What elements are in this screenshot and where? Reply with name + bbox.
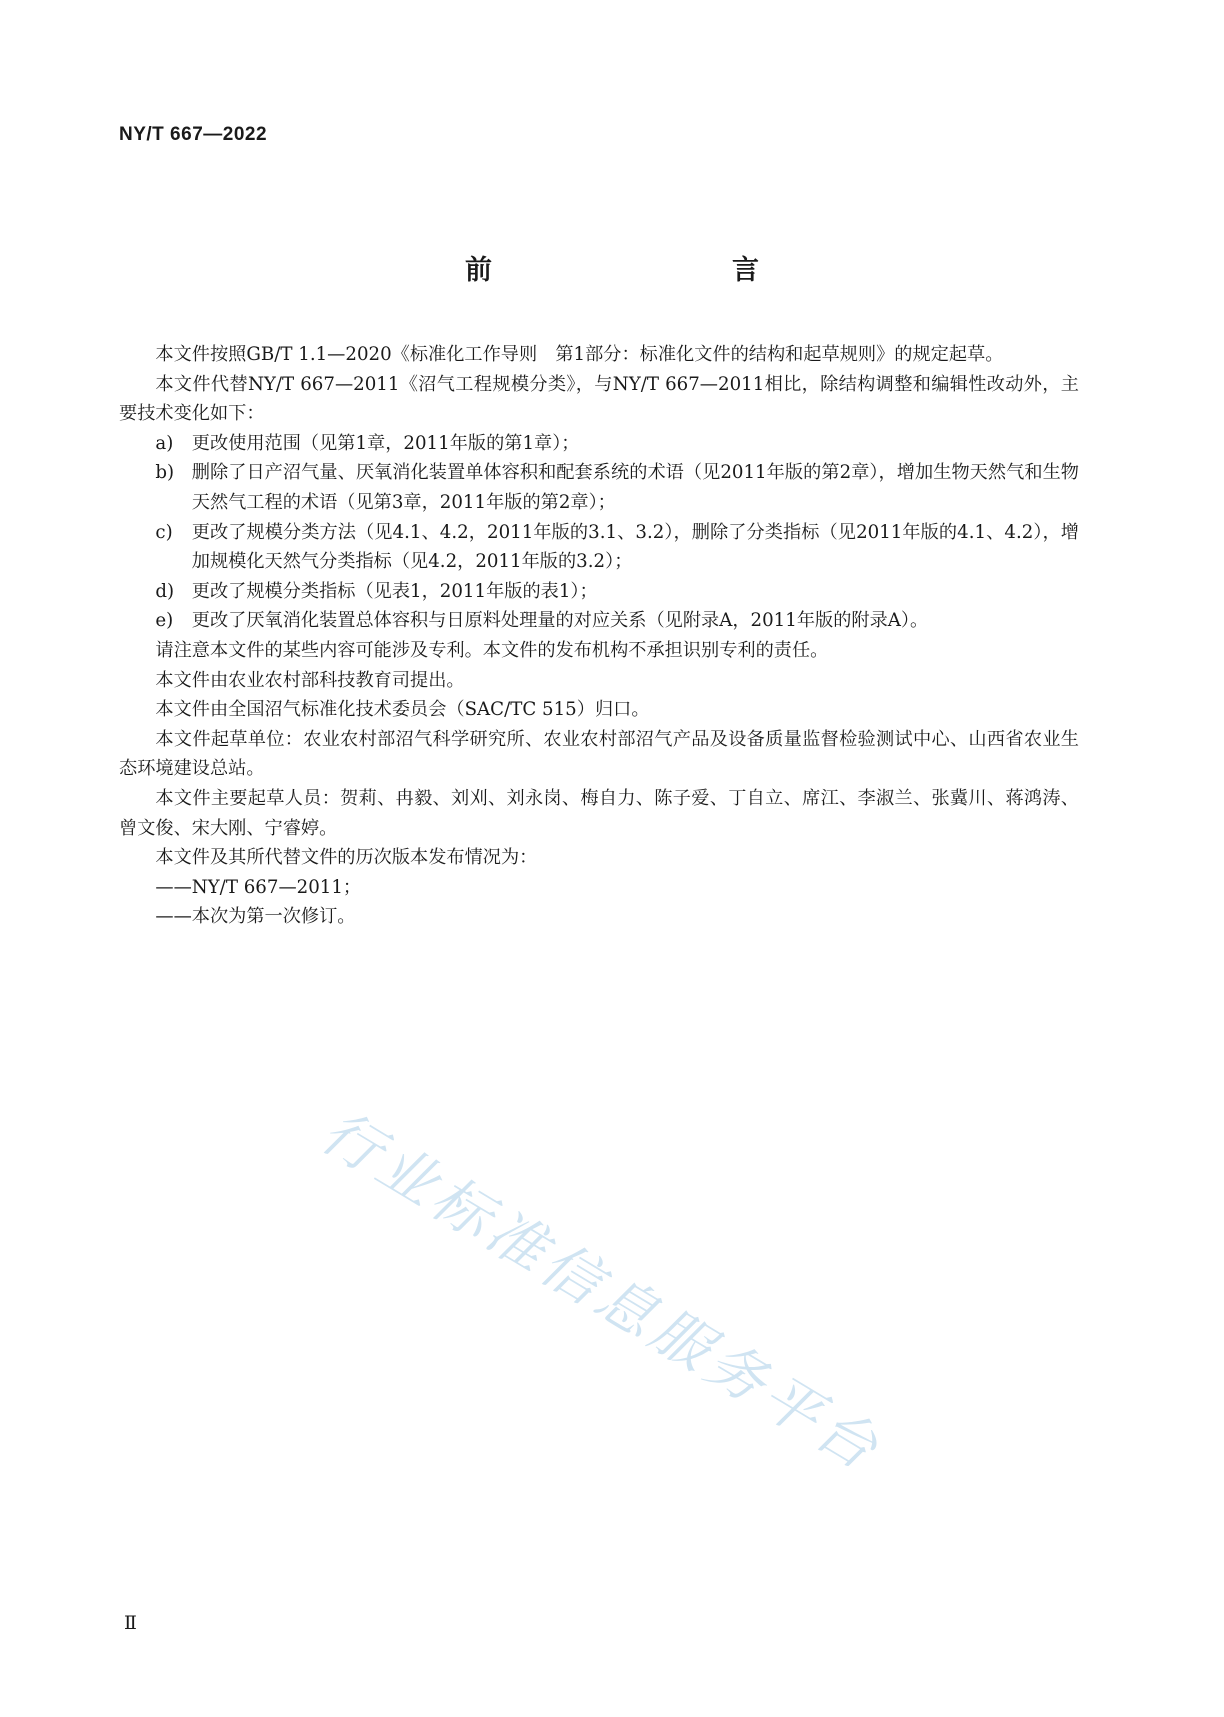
- list-text: 更改了厌氧消化装置总体容积与日原料处理量的对应关系（见附录A，2011年版的附录A）。: [191, 610, 929, 632]
- list-marker: c): [155, 521, 173, 543]
- history-item: ——NY/T 667—2011；: [155, 876, 362, 898]
- paragraph-proposer: 本文件由农业农村部科技教育司提出。: [155, 669, 465, 691]
- paragraph-patent-notice: 请注意本文件的某些内容可能涉及专利。本文件的发布机构不承担识别专利的责任。: [155, 639, 829, 661]
- change-item-e: [119, 606, 1079, 636]
- change-item-d: [119, 577, 1079, 607]
- list-marker: d): [155, 580, 175, 602]
- list-marker: a): [155, 432, 174, 454]
- paragraph-replacement: 本文件代替NY/T 667—2011《沼气工程规模分类》，与NY/T 667—2011相比，除结构调整和编辑性改动外，主要技术变化如下：: [119, 373, 1079, 425]
- paragraph-committee: 本文件由全国沼气标准化技术委员会（SAC/TC 515）归口。: [155, 699, 650, 721]
- list-marker: e): [155, 610, 174, 632]
- page-title: 前 言: [465, 255, 821, 286]
- change-item-b: [119, 458, 1079, 517]
- list-text: 更改了规模分类指标（见表1，2011年版的表1）；: [191, 580, 598, 602]
- foreword-body: [119, 340, 1079, 932]
- standard-code: NY/T 667—2022: [119, 124, 268, 145]
- page-number: Ⅱ: [124, 1612, 137, 1634]
- list-text: 更改使用范围（见第1章，2011年版的第1章）；: [191, 432, 580, 454]
- history-item: ——本次为第一次修订。: [155, 906, 356, 928]
- list-text: 删除了日产沼气量、厌氧消化装置单体容积和配套系统的术语（见2011年版的第2章），增加生物天然气和生物天然气工程的术语（见第3章，2011年版的第2章）；: [191, 462, 1079, 513]
- list-marker: b): [155, 462, 175, 484]
- change-item-c: [119, 518, 1079, 577]
- paragraph-drafting-rules: 本文件按照GB/T 1.1—2020《标准化工作导则 第1部分：标准化文件的结构和起草规则》的规定起草。: [155, 344, 1004, 365]
- paragraph-drafters: 本文件主要起草人员：贺莉、冉毅、刘刈、刘永岗、梅自力、陈子爱、丁自立、席江、李淑兰、张冀川、蒋鸿涛、曾文俊、宋大刚、宁睿婷。: [119, 787, 1079, 839]
- paragraph-history-intro: 本文件及其所代替文件的历次版本发布情况为：: [155, 847, 538, 869]
- list-text: 更改了规模分类方法（见4.1、4.2，2011年版的3.1、3.2），删除了分类指标（见2011年版的4.1、4.2），增加规模化天然气分类指标（见4.2，2011年版的3.2）；: [191, 521, 1079, 573]
- watermark: 行业标准信息服务平台: [309, 1097, 894, 1486]
- change-item-a: [119, 429, 1079, 459]
- paragraph-drafting-units: 本文件起草单位：农业农村部沼气科学研究所、农业农村部沼气产品及设备质量监督检验测试中心、山西省农业生态环境建设总站。: [119, 728, 1079, 780]
